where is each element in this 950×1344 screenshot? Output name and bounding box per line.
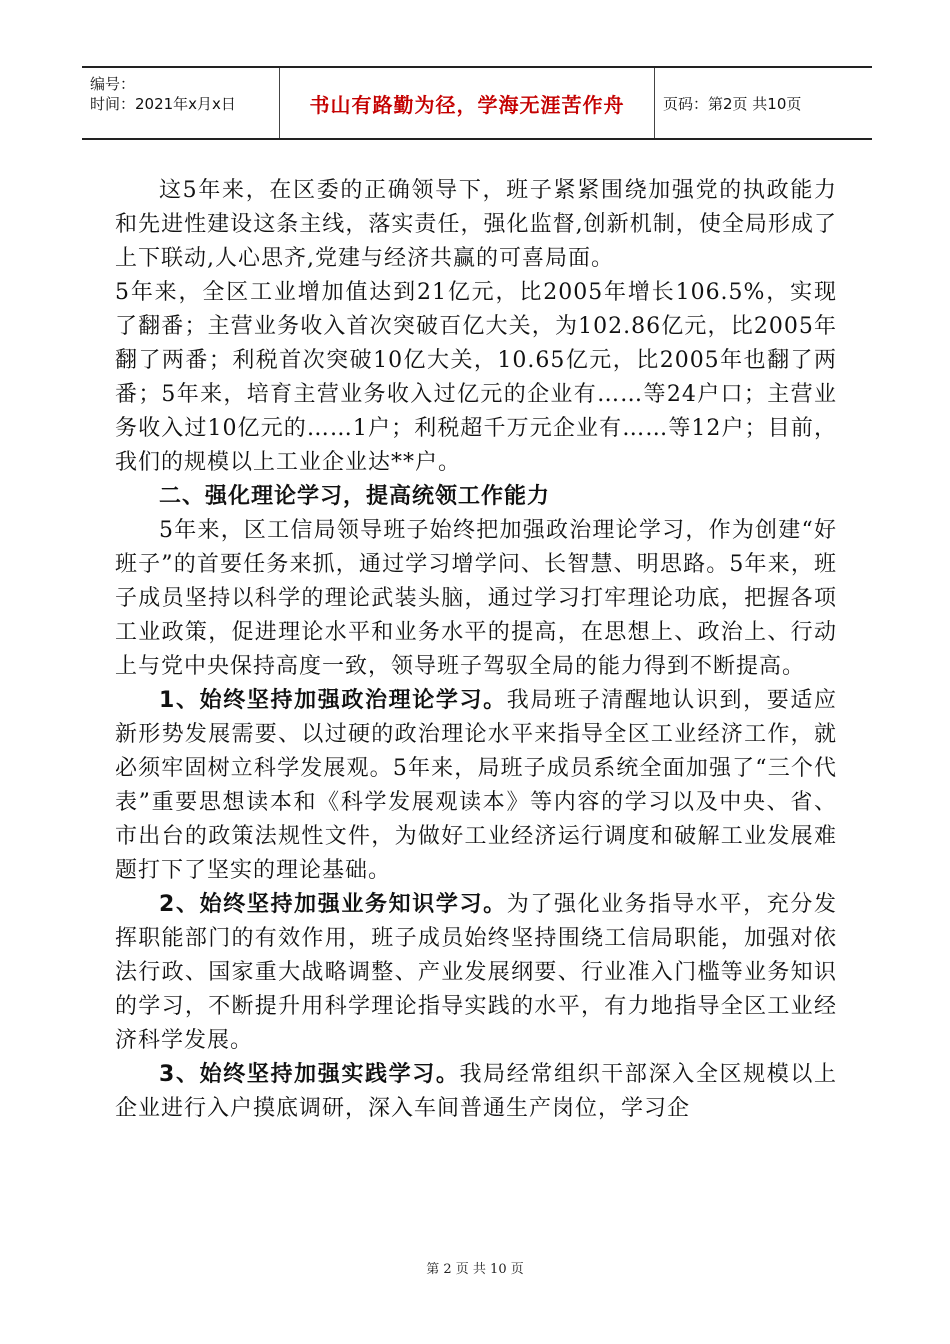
paragraph-6-lead: 3、始终坚持加强实践学习。 [159, 1062, 460, 1087]
motto-cell [280, 68, 655, 138]
paragraph-4 [115, 684, 837, 888]
page-code-cell [655, 68, 872, 138]
motto-text: 书山有路勤为径，学海无涯苦作舟 [309, 92, 625, 117]
paragraph-5-lead: 2、始终坚持加强业务知识学习。 [159, 892, 507, 917]
paragraph-3: 5年来，区工信局领导班子始终把加强政治理论学习，作为创建“好班子”的首要任务来抓，通过学习增学问、长智慧、明思路。5年来，班子成员坚持以科学的理论武装头脑，通过学习打牢理论功底，把握各项工业政策，促进理论水平和业务水平的提高，在思想上、政治上、行动上与党中央保持高度一致，领导班子驾驭全局的能力得到不断提高。 [115, 518, 837, 679]
document-body [115, 174, 837, 1126]
paragraph-6 [115, 1058, 837, 1126]
page-header [82, 66, 872, 140]
footer-page-number: 第 2 页 共 10 页 [426, 1262, 524, 1277]
paragraph-2: 5年来，全区工业增加值达到21亿元，比2005年增长106.5%，实现了翻番；主营业务收入首次突破百亿大关，为102.86亿元，比2005年翻了两番；利税首次突破10亿大关，10.65亿元，比2005年也翻了两番；5年来，培育主营业务收入过亿元的企业有……等24户口；主营业务收入过10亿元的……1户；利税超千万元企业有……等12户；目前，我们的规模以上工业企业达**户。 [115, 280, 837, 475]
date-text: 时间：2021年x月x日 [90, 95, 236, 113]
serial-label: 编号： [90, 75, 136, 93]
paragraph-6-text: 我局经常组织干部深入全区规模以上企业进行入户摸底调研，深入车间普通生产岗位，学习企 [115, 1062, 837, 1121]
paragraph-4-text: 我局班子清醒地认识到，要适应新形势发展需要、以过硬的政治理论水平来指导全区工业经济工作，就必须牢固树立科学发展观。5年来，局班子成员系统全面加强了“三个代表”重要思想读本和《科学发展观读本》等内容的学习以及中央、省、市出台的政策法规性文件，为做好工业经济运行调度和破解工业发展难题打下了坚实的理论基础。 [115, 688, 837, 883]
section-heading-2: 二、强化理论学习，提高统领工作能力 [159, 484, 551, 509]
page-code-text: 页码：第2页 共10页 [663, 94, 802, 113]
paragraph-1: 这5年来，在区委的正确领导下，班子紧紧围绕加强党的执政能力和先进性建设这条主线，落实责任，强化监督,创新机制，使全局形成了上下联动,人心思齐,党建与经济共赢的可喜局面。 [115, 178, 837, 271]
paragraph-5-text: 为了强化业务指导水平，充分发挥职能部门的有效作用，班子成员始终坚持围绕工信局职能，加强对依法行政、国家重大战略调整、产业发展纲要、行业准入门槛等业务知识的学习，不断提升用科学理论指导实践的水平，有力地指导全区工业经济科学发展。 [115, 892, 837, 1053]
page-footer [0, 1258, 950, 1277]
header-info-cell [82, 68, 280, 138]
paragraph-5 [115, 888, 837, 1058]
paragraph-4-lead: 1、始终坚持加强政治理论学习。 [159, 688, 507, 713]
